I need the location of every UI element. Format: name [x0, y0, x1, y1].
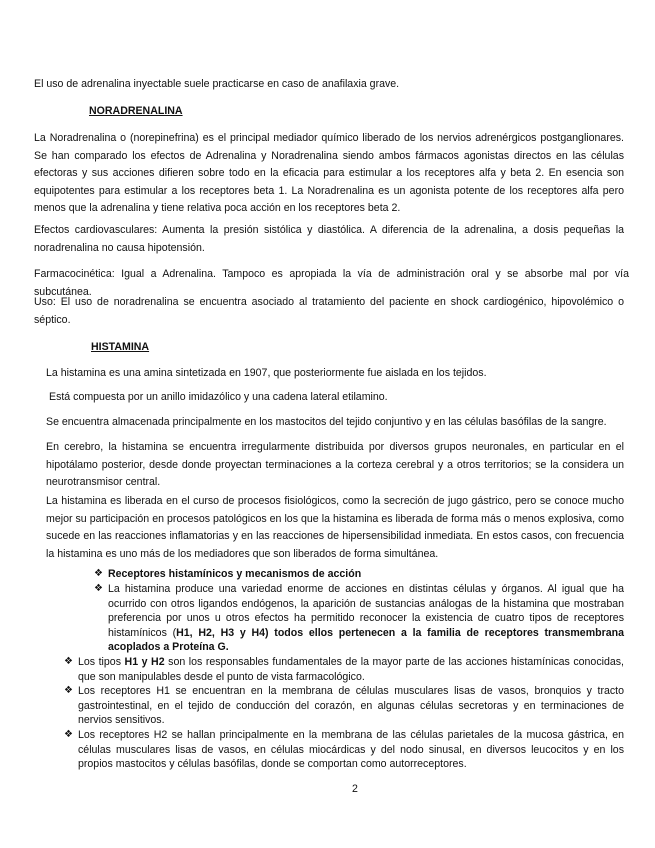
diamond-bullet-icon: ❖	[64, 656, 73, 667]
histamina-paragraph-4: En cerebro, la histamina se encuentra irregularmente distribuida por diversos grupos neuronales, en particular en el hipotálamo posterior, desde donde proyectan terminaciones a la corteza cerebral y a otros territorios; se la considera un neurotransmisor central.	[46, 441, 624, 489]
bullet-receptores-text: Receptores histamínicos y mecanismos de acción	[108, 568, 362, 580]
bullet-receptores-h1-text: Los receptores H1 se encuentran en la membrana de células musculares lisas de vasos, bronquios y tracto gastrointestinal, en el tejido de conducción del corazón, en algunas células secretoras y en terminaciones de nervios sensitivos.	[78, 685, 624, 727]
bullet-tipos-h1-h2	[64, 655, 624, 684]
bullet-b3-pre: Los tipos	[78, 656, 125, 668]
bullet-receptores-heading	[94, 567, 624, 582]
bullet-b3-post: son los responsables fundamentales de la mayor parte de las acciones histamínicas conocidas, que son manipulables desde el punto de vista farmacológico.	[78, 656, 624, 683]
bullet-b3-bold: H1 y H2	[124, 656, 165, 668]
noradrenalina-heading: NORADRENALINA	[89, 105, 183, 117]
bullet-b2-bold-tail: todos ellos pertenecen a la familia de receptores transmembrana acoplados a Proteína G.	[108, 626, 624, 654]
diamond-bullet-icon: ❖	[94, 583, 103, 594]
bullet-receptores-h2-text: Los receptores H2 se hallan principalmente en la membrana de las células parietales de la mucosa gástrica, en células musculares lisas de vasos, en células miocárdicas y del nodo sinusal, en diversos leucocitos y en los propios mastocitos y células basófilas, donde se comportan como autorreceptores.	[78, 729, 624, 771]
bullet-histamina-acciones-text	[108, 582, 624, 655]
bullet-histamina-acciones	[94, 582, 624, 655]
page-number: 2	[352, 783, 358, 795]
farmacocinetica-paragraph: Farmacocinética: Igual a Adrenalina. Tampoco es apropiada la vía de administración oral y se absorbe mal por vía subcutánea.	[34, 268, 629, 298]
diamond-bullet-icon: ❖	[94, 568, 103, 579]
efectos-cardiovasculares-paragraph: Efectos cardiovasculares: Aumenta la presión sistólica y diastólica. A diferencia de la adrenalina, a dosis pequeñas la noradrenalina no causa hipotensión.	[34, 224, 624, 254]
histamina-paragraph-5: La histamina es liberada en el curso de procesos fisiológicos, como la secreción de jugo gástrico, pero se conoce mucho mejor su participación en procesos patológicos en los que la histamina es liberada de forma más o menos explosiva, como sucede en las reacciones inflamatorias y en las reacciones de hipersensibilidad inmediata. En estos casos, con frecuencia la histamina es uno más de los mediadores que son liberados de forma simultánea.	[46, 495, 624, 560]
diamond-bullet-icon: ❖	[64, 729, 73, 740]
bullet-b2-receptors: H1, H2, H3 y H4	[176, 626, 266, 639]
histamina-heading: HISTAMINA	[91, 341, 150, 353]
noradrenalina-uso-paragraph: Uso: El uso de noradrenalina se encuentra asociado al tratamiento del paciente en shock cardiogénico, hipovolémico o séptico.	[34, 296, 624, 326]
histamina-paragraph-3: Se encuentra almacenada principalmente en los mastocitos del tejido conjuntivo y en las células basófilas de la sangre.	[46, 416, 607, 428]
bullet-receptores-h2	[64, 728, 624, 772]
bullet-b2-close: )	[265, 626, 275, 639]
noradrenalina-intro-paragraph: La Noradrenalina o (norepinefrina) es el principal mediador químico liberado de los nervios adrenérgicos postganglionares. Se han comparado los efectos de Adrenalina y Noradrenalina siendo ambos fármacos agonistas directos en las células efectoras y sus acciones difieren sobre todo en la eficacia para estimular a los receptores alfa y beta 2. En esencia son equipotentes para estimular a los receptores beta 1. La Noradrenalina es un agonista potente de los receptores alfa pero menos que la adrenalina y tiene relativa poca acción en los receptores beta 2.	[34, 132, 624, 215]
adrenalina-uso-paragraph: El uso de adrenalina inyectable suele practicarse en caso de anafilaxia grave.	[34, 78, 400, 90]
bullet-receptores-h1	[64, 684, 624, 728]
histamina-paragraph-1: La histamina es una amina sintetizada en 1907, que posteriormente fue aislada en los tejidos.	[46, 367, 487, 379]
bullet-b2-text: La histamina produce una variedad enorme de acciones en distintas células y órganos. Al igual que ha ocurrido con otros ligandos endógenos, la aparición de sustancias análogas de la histamina que mostraban preferencia por unos u otros efectos ha permitido reconocer la existencia de cuatro tipos de receptores histamínicos (	[108, 583, 624, 639]
bullet-tipos-text	[78, 655, 624, 684]
histamina-paragraph-2: Está compuesta por un anillo imidazólico y una cadena lateral etilamino.	[49, 391, 388, 403]
diamond-bullet-icon: ❖	[64, 685, 73, 696]
